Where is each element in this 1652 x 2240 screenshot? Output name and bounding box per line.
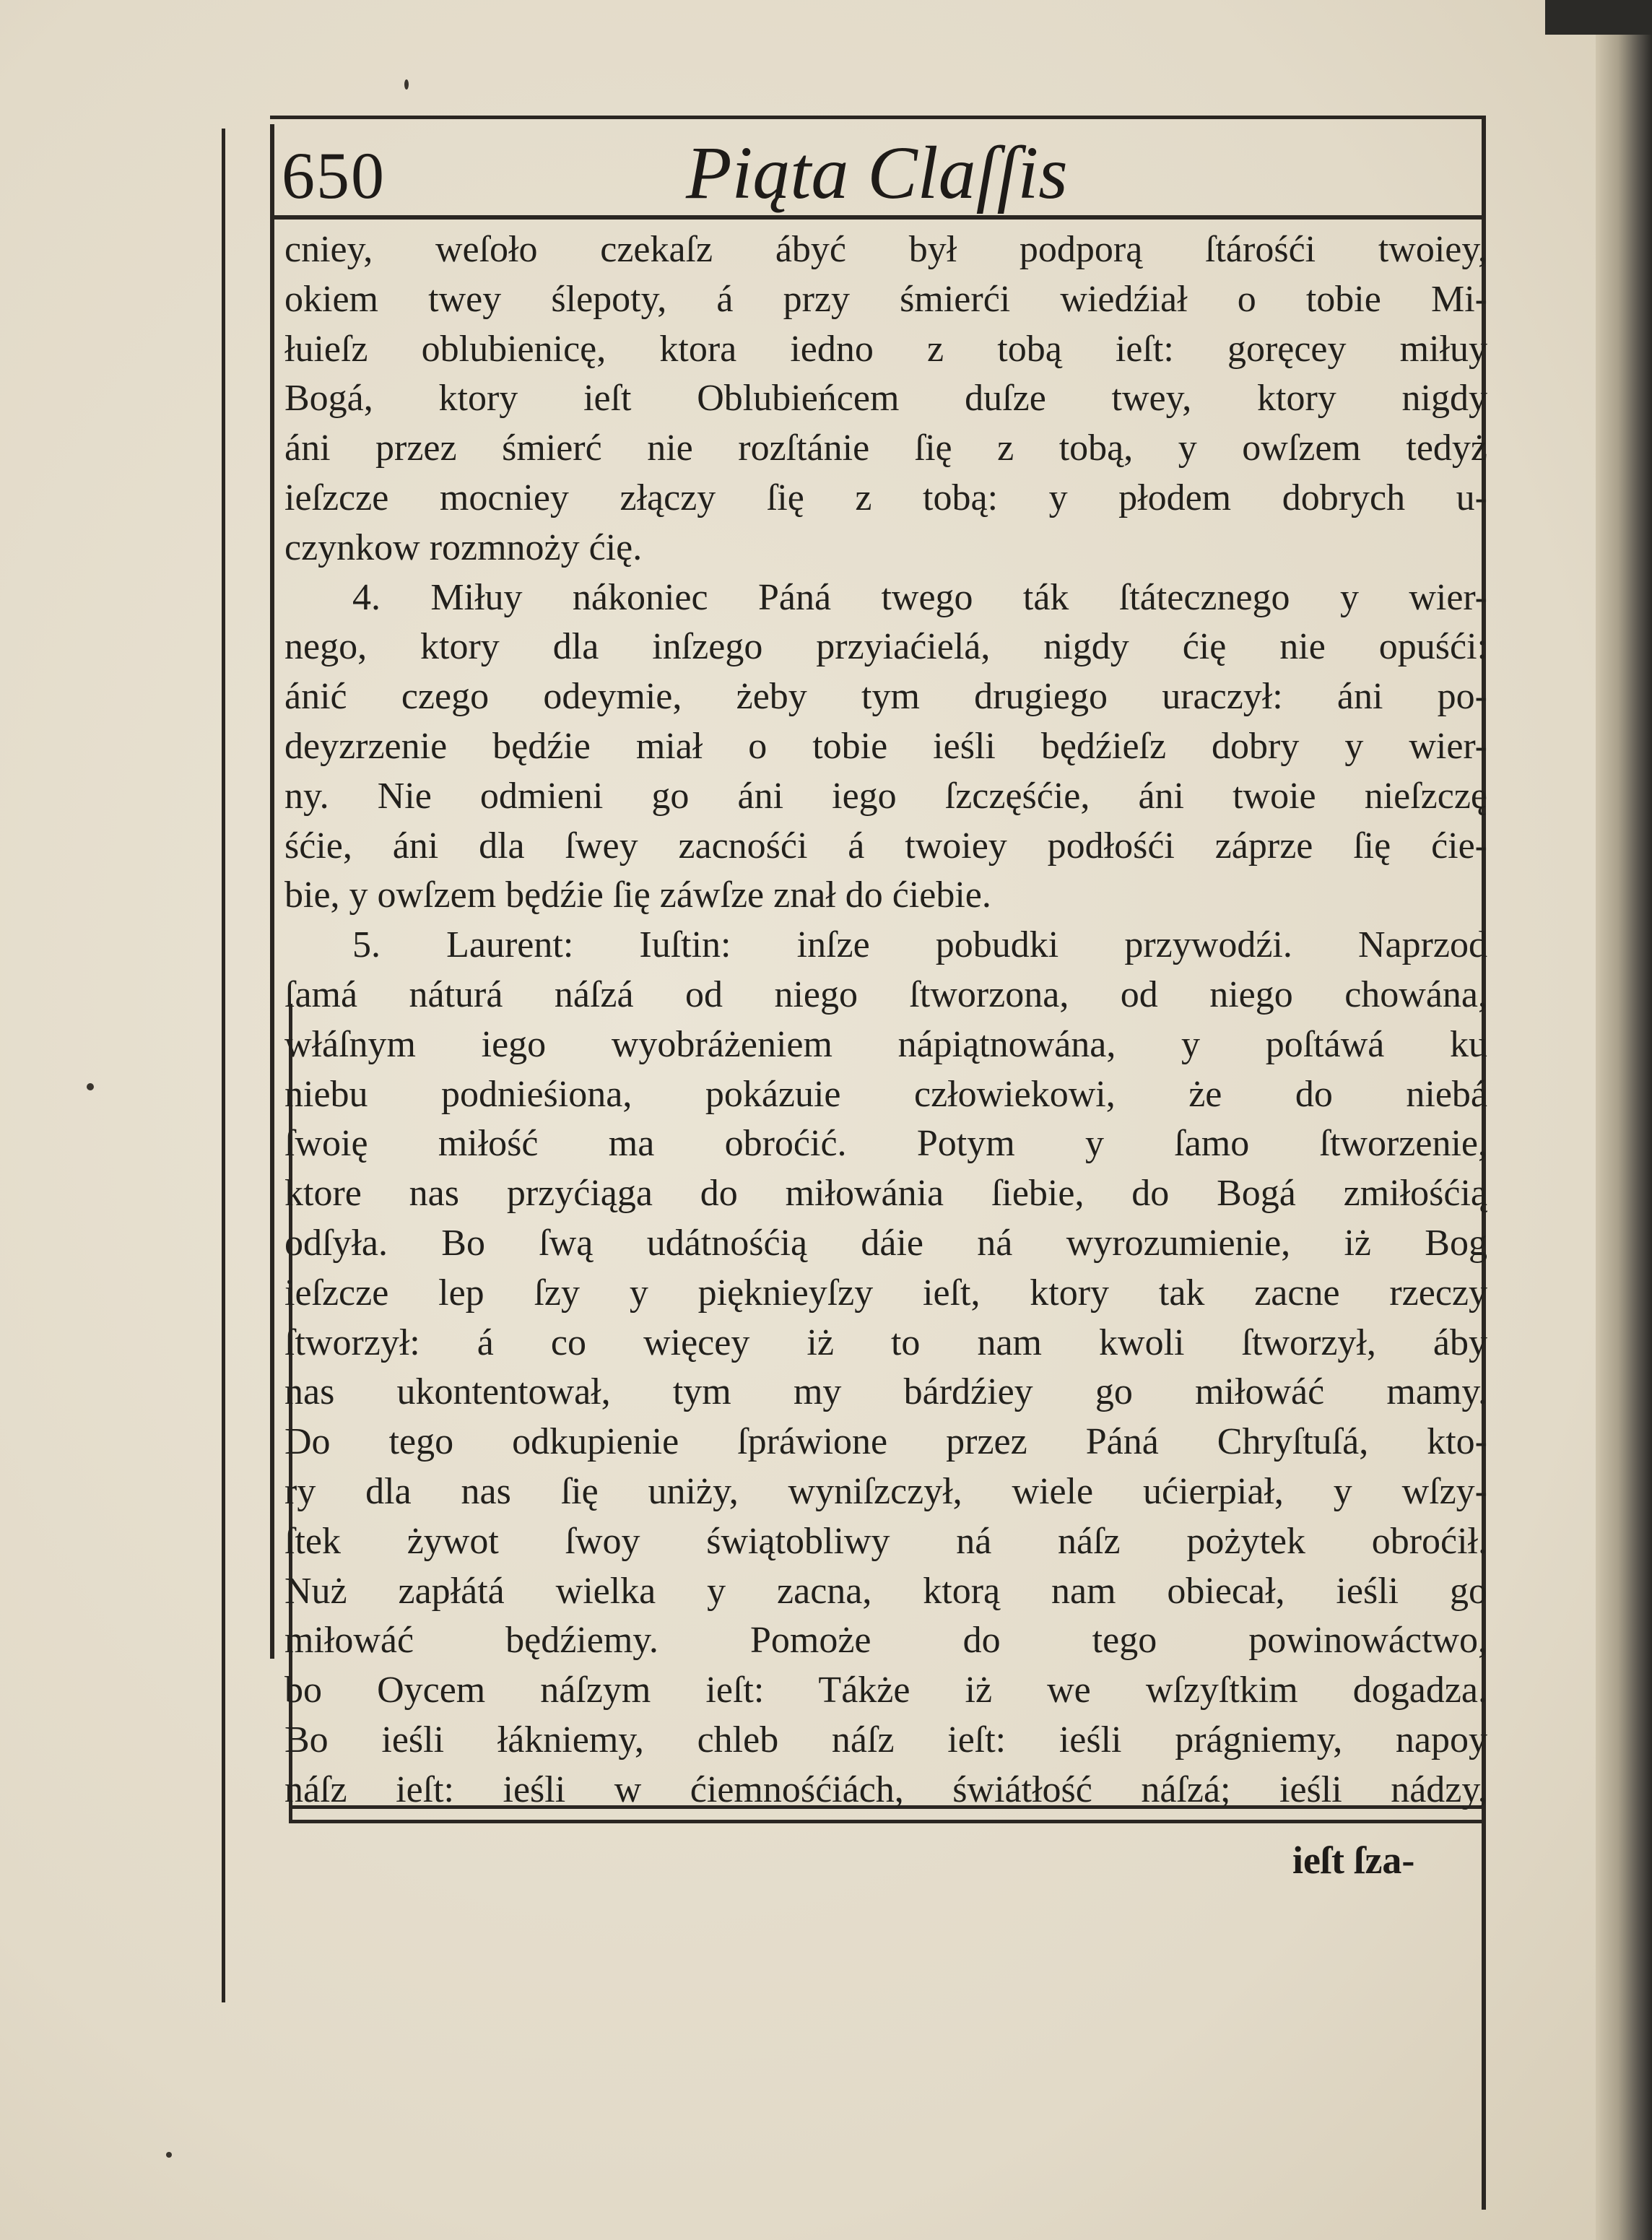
text-line: śćie, áni dla ſwey zacnośći á twoiey podłośći záprze ſię ćie-	[284, 825, 1487, 867]
text-line: bie, y owſzem będźie ſię záwſze znał do ćiebie.	[284, 874, 991, 916]
frame-rule-left-outer	[222, 129, 225, 2002]
text-line: cniey, weſoło czekaſz ábyć był podporą ſtárośći twoiey,	[284, 229, 1487, 270]
paragraph-start-line: 4. Miłuy nákoniec Páná twego ták ſtátecznego y wier-	[352, 576, 1487, 618]
text-line: ieſzcze mocniey złączy ſię z tobą: y płodem dobrych u-	[284, 477, 1487, 518]
text-line: nas ukontentował, tym my bárdźiey go miłowáć mamy.	[284, 1371, 1487, 1413]
text-line: włáſnym iego wyobráżeniem nápiątnowána, y poſtáwá ku	[284, 1023, 1487, 1065]
text-line: ieſzcze lep ſzy y pięknieyſzy ieſt, ktory tak zacne rzeczy	[284, 1272, 1487, 1314]
text-line: ánić czego odeymie, żeby tym drugiego uraczył: áni po-	[284, 676, 1487, 718]
page-header	[282, 130, 1480, 213]
frame-rule-top	[270, 116, 1486, 119]
paper-speck	[87, 1083, 94, 1090]
text-line: czynkow rozmnoży ćię.	[284, 526, 643, 568]
text-line: okiem twey ślepoty, á przy śmierći wiedźiał o tobie Mi-	[284, 278, 1487, 320]
text-line: odſyła. Bo ſwą udátnośćią dáie ná wyrozumienie, iż Bog	[284, 1222, 1487, 1264]
paragraph-start-line: 5. Laurent: Iuſtin: inſze pobudki przywodźi. Naprzod	[352, 924, 1487, 966]
text-line: nego, ktory dla inſzego przyiaćielá, nigdy ćię nie opuśći:	[284, 626, 1487, 668]
frame-rule-bottom-double	[292, 1820, 1486, 1823]
frame-rule-left-inner	[270, 124, 274, 1659]
text-line: ry dla nas ſię uniży, wyniſzczył, wiele ućierpiał, y wſzy-	[284, 1470, 1487, 1512]
text-line: ktore nas przyćiąga do miłowánia ſiebie, do Bogá zmiłośćią	[284, 1173, 1487, 1215]
catchword: ieſt ſza-	[1292, 1839, 1415, 1882]
page-number: 650	[282, 139, 386, 212]
text-line: miłowáć będźiemy. Pomoże do tego powinowáctwo,	[284, 1620, 1487, 1662]
text-block	[280, 225, 1487, 1815]
book-spine-edge	[1596, 0, 1652, 2240]
paper-speck	[404, 79, 409, 90]
text-line: ſtek żywot ſwoy świątobliwy ná náſz pożytek obroćił.	[284, 1520, 1487, 1562]
text-line: áni przez śmierć nie rozſtánie ſię z tobą, y owſzem tedyż	[284, 427, 1487, 469]
text-line: náſz ieſt: ieśli w ćiemnośćiách, świátłość náſzá; ieśli nádzy,	[284, 1768, 1487, 1810]
text-line: deyzrzenie będźie miał o tobie ieśli będźieſz dobry y wier-	[284, 725, 1487, 767]
text-line: łuieſz oblubienicę, ktora iedno z tobą ieſt: goręcey miłuy	[284, 328, 1487, 370]
paper-speck	[166, 2152, 172, 2158]
text-line: Nuż zapłátá wielka y zacna, ktorą nam obiecał, ieśli go	[284, 1570, 1487, 1612]
text-line: bo Oycem náſzym ieſt: Tákże iż we wſzyſtkim dogadza.	[284, 1670, 1487, 1711]
text-line: ſamá náturá náſzá od niego ſtworzona, od niego chowána,	[284, 973, 1487, 1015]
text-line: ſtworzył: á co więcey iż to nam kwoli ſtworzył, áby	[284, 1321, 1487, 1363]
text-line: ſwoię miłość ma obroćić. Potym y ſamo ſtworzenie,	[284, 1123, 1487, 1165]
text-line: Do tego odkupienie ſpráwione przez Páná Chryſtuſá, kto-	[284, 1421, 1487, 1463]
text-line: niebu podnieśiona, pokázuie człowiekowi, że do niebá	[284, 1073, 1487, 1115]
background-corner	[1545, 0, 1652, 35]
text-line: Bo ieśli łákniemy, chleb náſz ieſt: ieśli prágniemy, napoy	[284, 1719, 1487, 1761]
text-line: Bogá, ktory ieſt Oblubieńcem duſze twey, ktory nigdy	[284, 378, 1487, 420]
text-line: ny. Nie odmieni go áni iego ſzczęśćie, áni twoie nieſzczę	[284, 775, 1487, 817]
running-head: Piąta Claſſis	[686, 131, 1068, 214]
